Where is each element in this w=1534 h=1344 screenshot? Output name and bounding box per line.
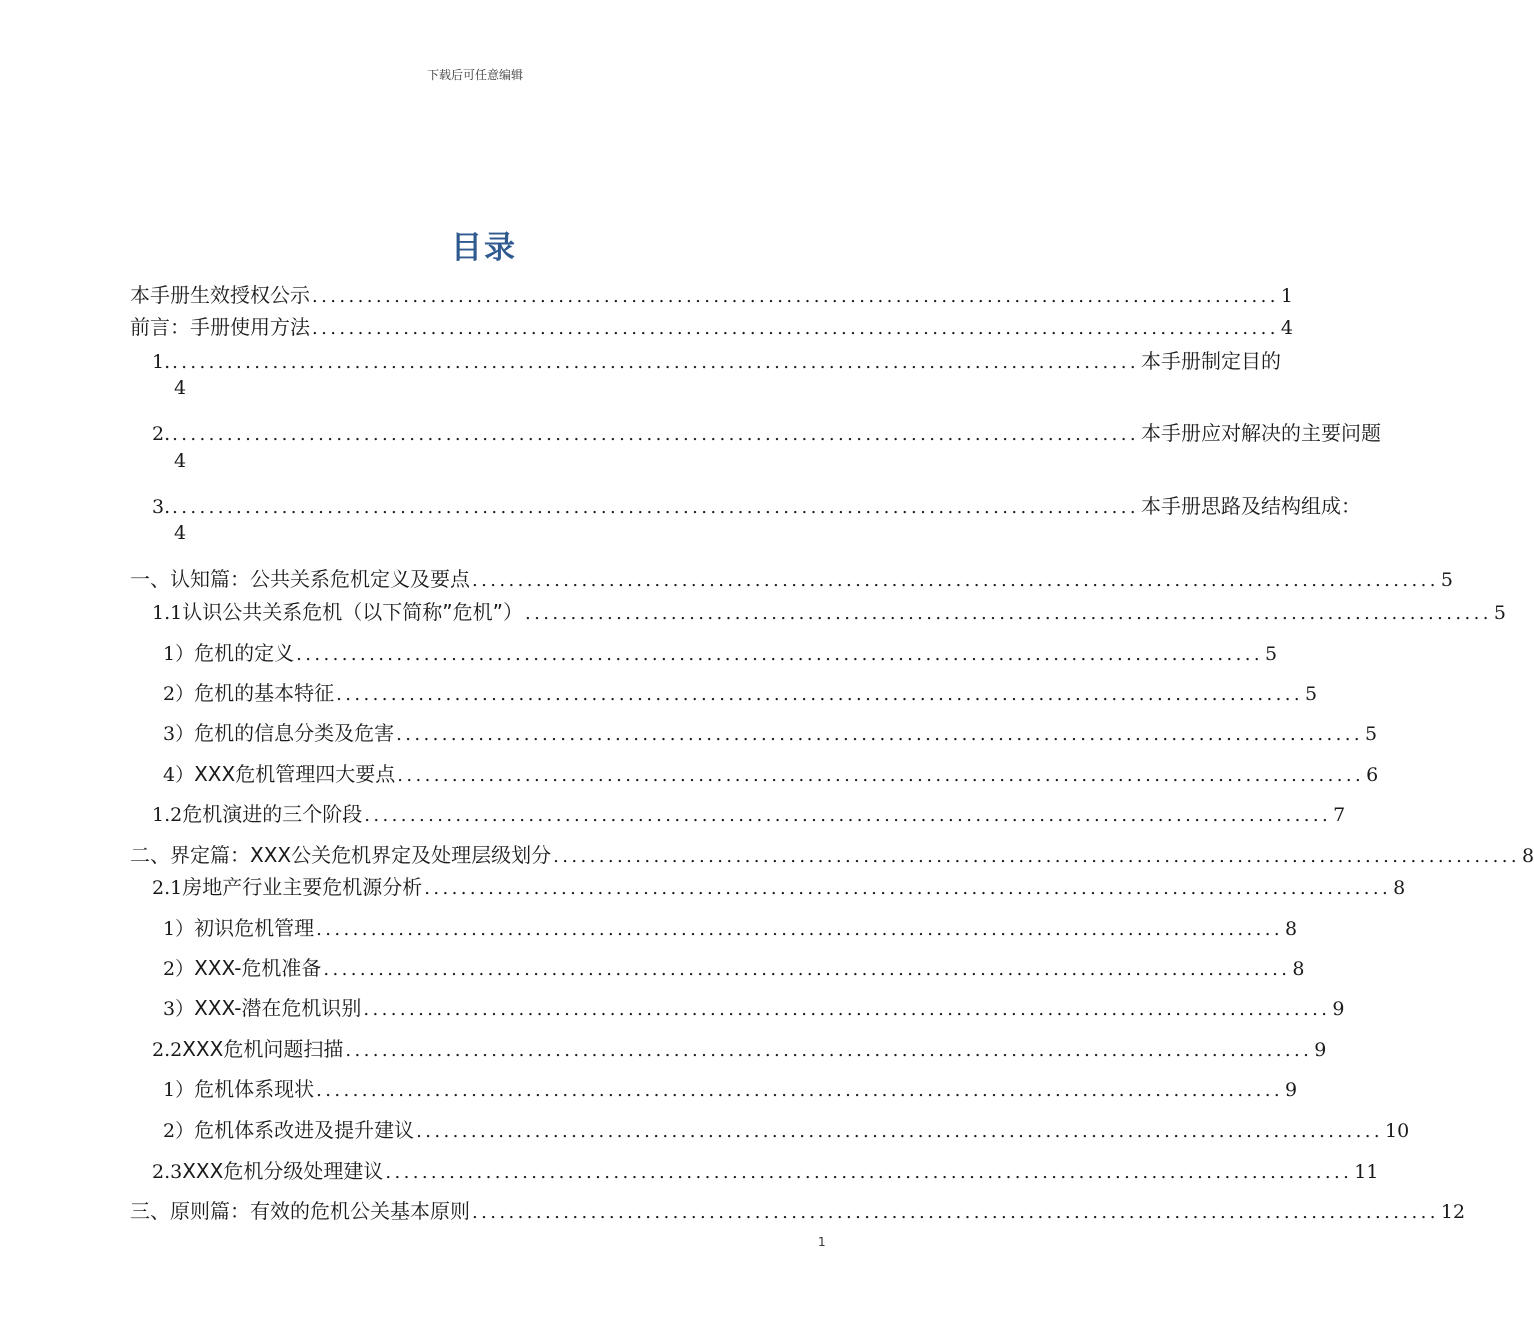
toc-entry-page: 9 [1285, 1079, 1298, 1101]
toc-entry[interactable] [163, 677, 1318, 706]
toc-entry-text: 危机演进的三个阶段 [182, 802, 363, 826]
toc-entry[interactable] [130, 279, 1293, 308]
toc-leader-dots: .......................................................................................................... [524, 603, 1492, 624]
toc-entry-text: XXX危机问题扫描 [182, 1037, 344, 1061]
toc-entry-text: XXX-危机准备 [194, 956, 322, 980]
toc-entry[interactable] [152, 417, 1382, 446]
toc-entry-page: 5 [1440, 569, 1453, 591]
toc-leader-dots: .......................................................................................................... [472, 570, 1439, 591]
toc-entry-page: 1 [1280, 285, 1293, 307]
toc-leader-dots: .......................................................................................................... [472, 1202, 1439, 1223]
page-number: 1 [818, 1235, 826, 1249]
toc-leader-dots: .......................................................................................................... [397, 765, 1365, 786]
toc-entry[interactable] [163, 717, 1378, 746]
toc-entry-page: 5 [1493, 602, 1506, 624]
toc-entry-number: 3. [152, 496, 171, 518]
toc-entry-number: 一、 [130, 567, 170, 591]
toc-entry-page: 8 [1285, 918, 1298, 940]
toc-leader-dots: .......................................................................................................... [172, 424, 1140, 445]
toc-entry-page: 12 [1440, 1201, 1466, 1223]
toc-entry[interactable] [130, 1195, 1466, 1224]
toc-leader-dots: .......................................................................................................... [312, 286, 1279, 307]
toc-leader-dots: .......................................................................................................... [323, 959, 1291, 980]
toc-entry-text: XXX危机分级处理建议 [182, 1159, 384, 1183]
toc-entry-number: 1） [163, 918, 195, 940]
toc-leader-dots: .......................................................................................................... [364, 805, 1332, 826]
toc-entry-text: 认识公共关系危机（以下简称”危机”） [182, 600, 523, 624]
toc-entry[interactable] [152, 1033, 1327, 1062]
toc-entry-page: 4 [1280, 317, 1293, 339]
toc-entry[interactable] [163, 992, 1345, 1021]
toc-entry-text: 本手册制定目的 [1141, 349, 1282, 373]
toc-entry-number: 1.1 [152, 602, 183, 624]
toc-entry-number: 2.3 [152, 1161, 183, 1183]
toc-entry-text: 前言：手册使用方法 [130, 315, 310, 339]
toc-leader-dots: .......................................................................................................... [385, 1162, 1353, 1183]
toc-entry[interactable] [130, 563, 1453, 592]
toc-entry-page: 6 [1366, 764, 1379, 786]
toc-entry-number: 2） [163, 1120, 195, 1142]
toc-entry-page: 5 [1365, 723, 1378, 745]
toc-entry-text: 房地产行业主要危机源分析 [182, 875, 423, 899]
toc-entry-text: 原则篇：有效的危机公关基本原则 [170, 1199, 470, 1223]
toc-entry-number: 二、 [130, 843, 170, 867]
toc-entry-page: 8 [1393, 877, 1406, 899]
toc-entry-text: XXX危机管理四大要点 [194, 762, 396, 786]
toc-leader-dots: .......................................................................................................... [316, 1080, 1283, 1101]
toc-entry[interactable] [163, 1073, 1298, 1102]
toc-entry-page: 4 [174, 450, 187, 472]
toc-entry-text: 认知篇：公共关系危机定义及要点 [170, 567, 470, 591]
toc-entry-page: 9 [1332, 998, 1345, 1020]
toc-entry-page: 8 [1292, 958, 1305, 980]
toc-leader-dots: .......................................................................................................... [396, 724, 1363, 745]
toc-entry-page: 8 [1522, 845, 1534, 867]
toc-entry-number: 2） [163, 958, 195, 980]
toc-entry[interactable] [163, 758, 1379, 787]
toc-entry-text: 危机的信息分类及危害 [194, 721, 395, 745]
toc-entry-number: 2.2 [152, 1039, 183, 1061]
toc-entry-number: 1） [163, 643, 195, 665]
toc-leader-dots: .......................................................................................................... [172, 497, 1140, 518]
toc-entry[interactable] [152, 490, 1362, 519]
toc-entry[interactable] [163, 912, 1298, 941]
toc-leader-dots: .......................................................................................................... [336, 684, 1303, 705]
toc-entry-text: 危机体系改进及提升建议 [194, 1118, 415, 1142]
toc-entry[interactable] [163, 637, 1278, 666]
toc-leader-dots: .......................................................................................................... [312, 318, 1279, 339]
toc-leader-dots: .......................................................................................................... [172, 352, 1140, 373]
toc-entry-number: 三、 [130, 1199, 170, 1223]
toc-entry-page: 4 [174, 522, 187, 544]
toc-entry[interactable] [152, 1155, 1379, 1184]
toc-entry-number: 3） [163, 723, 195, 745]
toc-entry-text: 本手册应对解决的主要问题 [1141, 421, 1382, 445]
toc-entry-number: 2. [152, 423, 171, 445]
toc-entry-text: 危机的定义 [194, 641, 295, 665]
toc-entry-number: 3） [163, 998, 195, 1020]
toc-leader-dots: .......................................................................................................... [553, 846, 1521, 867]
toc-entry-page: 7 [1333, 804, 1346, 826]
toc-entry-text: 本手册生效授权公示 [130, 283, 310, 307]
header-note: 下载后可任意编辑 [426, 68, 523, 82]
toc-leader-dots: .......................................................................................................... [296, 644, 1263, 665]
toc-entry-page: 4 [174, 377, 187, 399]
toc-entry-text: 初识危机管理 [194, 916, 315, 940]
toc-entry[interactable] [152, 871, 1406, 900]
toc-leader-dots: .......................................................................................................... [424, 878, 1392, 899]
toc-entry[interactable] [130, 839, 1534, 868]
toc-entry-text: 危机体系现状 [194, 1077, 315, 1101]
toc-entry-number: 4） [163, 764, 195, 786]
toc-entry-number: 2.1 [152, 877, 183, 899]
toc-entry-page: 9 [1314, 1039, 1327, 1061]
toc-leader-dots: .......................................................................................................... [416, 1121, 1383, 1142]
toc-entry-number: 2） [163, 683, 195, 705]
toc-entry-page: 11 [1354, 1161, 1379, 1183]
toc-entry-number: 1.2 [152, 804, 183, 826]
toc-entry-page: 5 [1265, 643, 1278, 665]
toc-entry-number: 1） [163, 1079, 195, 1101]
toc-leader-dots: .......................................................................................................... [345, 1040, 1313, 1061]
toc-entry-page: 10 [1385, 1120, 1410, 1142]
toc-entry[interactable] [163, 1114, 1410, 1143]
toc-entry[interactable] [163, 952, 1305, 981]
toc-leader-dots: .......................................................................................................... [363, 999, 1331, 1020]
toc-entry-text: XXX-潜在危机识别 [194, 996, 362, 1020]
toc-title: 目录 [451, 230, 517, 266]
toc-leader-dots: .......................................................................................................... [316, 919, 1283, 940]
toc-entry[interactable] [152, 596, 1506, 625]
toc-entry[interactable] [130, 311, 1293, 340]
toc-entry[interactable] [152, 345, 1282, 374]
toc-entry-page: 5 [1305, 683, 1318, 705]
toc-entry-text: 界定篇：XXX公关危机界定及处理层级划分 [170, 843, 552, 867]
toc-entry-text: 本手册思路及结构组成： [1141, 494, 1362, 518]
toc-entry-number: 1. [152, 351, 171, 373]
toc-entry-text: 危机的基本特征 [194, 681, 335, 705]
toc-entry[interactable] [152, 798, 1346, 827]
